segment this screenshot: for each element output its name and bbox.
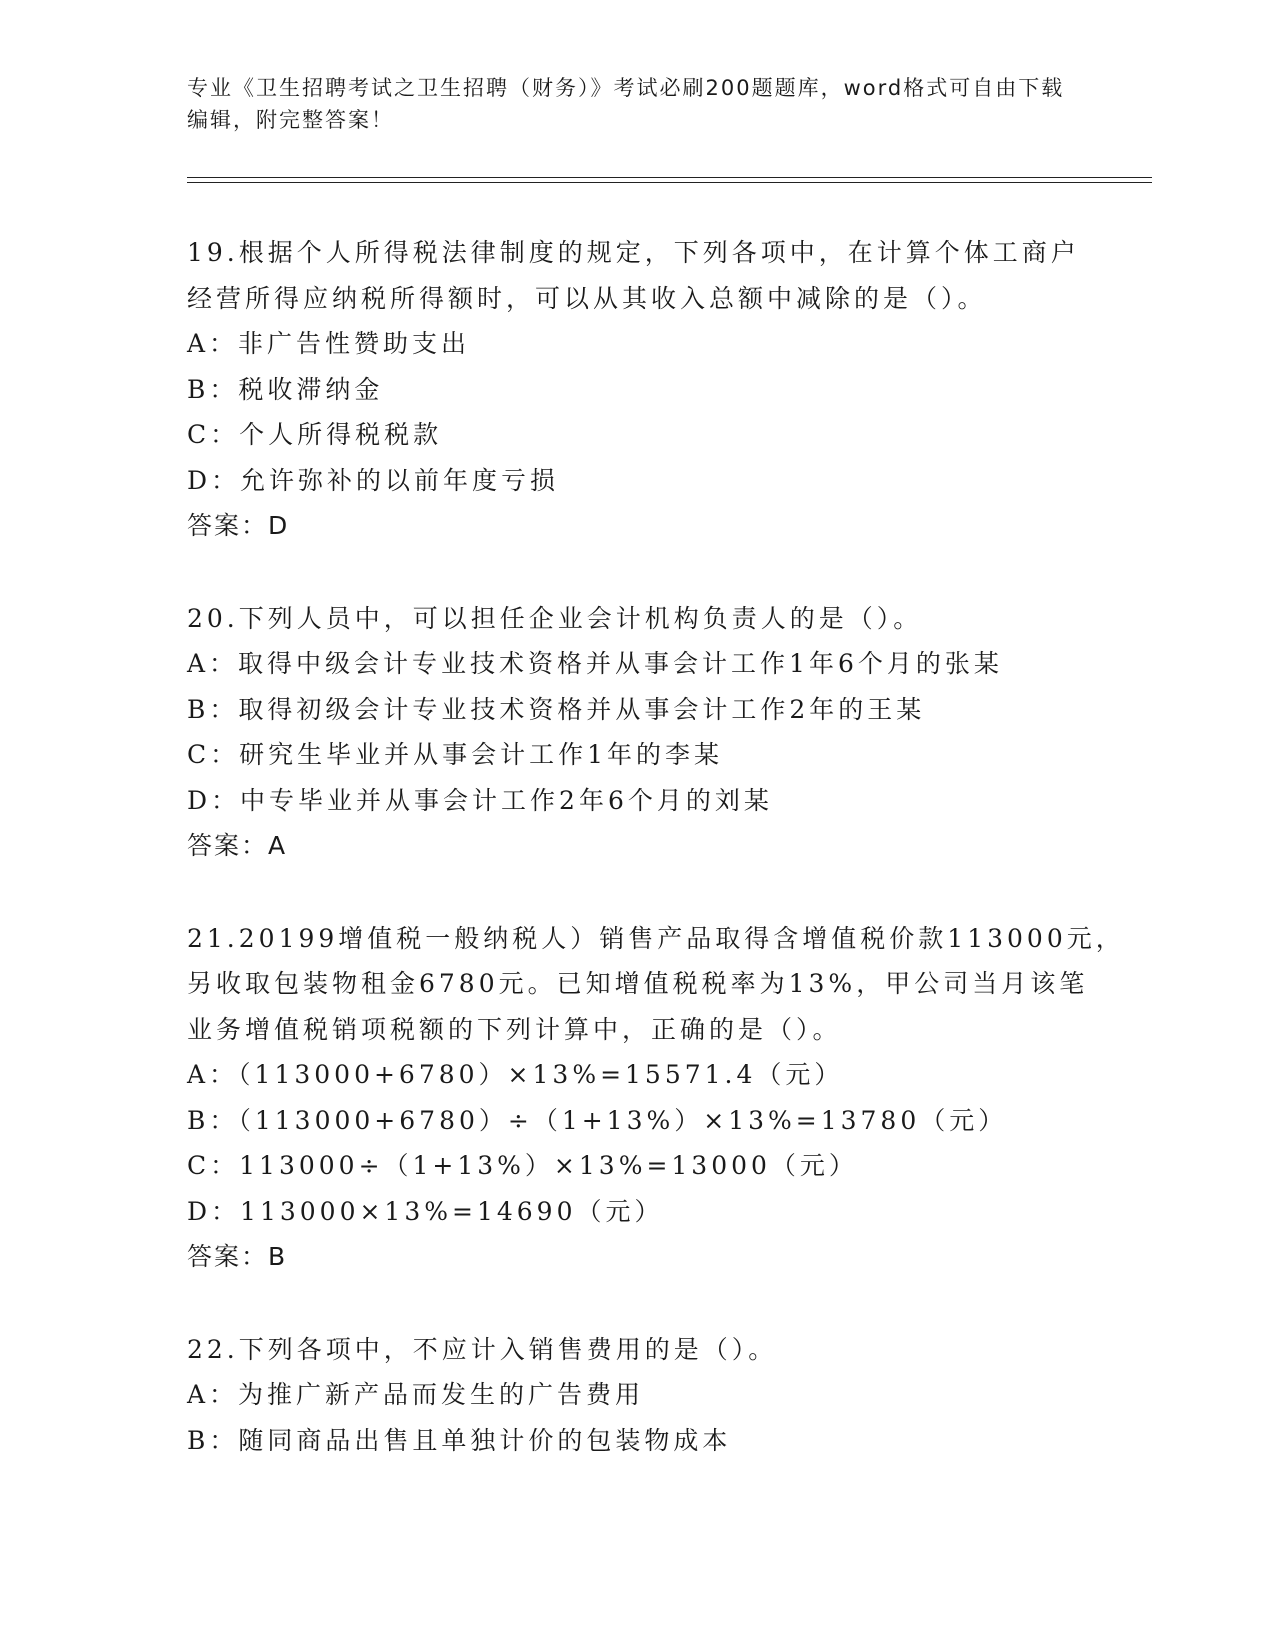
option-c: C：113000÷（1+13%）×13%=13000（元）: [187, 1151, 858, 1180]
question-stem-line: 20.下列人员中，可以担任企业会计机构负责人的是（）。: [187, 603, 923, 633]
question-stem-line: 业务增值税销项税额的下列计算中，正确的是（）。: [187, 1014, 842, 1044]
question-list: [187, 230, 1125, 1510]
question-21: [187, 916, 1125, 1280]
question-20: [187, 596, 1087, 869]
option-b: B：税收滞纳金: [187, 374, 384, 404]
question-19: [187, 230, 1087, 549]
document-header: [187, 72, 1067, 136]
option-a: A：（113000+6780）×13%=15571.4（元）: [187, 1060, 844, 1089]
header-text: 专业《卫生招聘考试之卫生招聘（财务）》考试必刷200题题库，word格式可自由下载编辑，附完整答案！: [187, 76, 1065, 132]
option-d: D：中专毕业并从事会计工作2年6个月的刘某: [187, 785, 773, 815]
option-d: D：113000×13%=14690（元）: [187, 1196, 664, 1226]
option-a: A：为推广新产品而发生的广告费用: [187, 1380, 645, 1409]
question-stem-line: 另收取包装物租金6780元。已知增值税税率为13%，甲公司当月该笔: [187, 969, 1089, 998]
question-22: [187, 1327, 1087, 1464]
answer-label: 答案：A: [187, 831, 288, 860]
question-stem-line: 22.下列各项中，不应计入销售费用的是（）。: [187, 1334, 778, 1364]
question-stem-line: 经营所得应纳税所得额时，可以从其收入总额中减除的是（）。: [187, 283, 987, 313]
option-d: D：允许弥补的以前年度亏损: [187, 465, 560, 495]
answer-label: 答案：D: [187, 511, 290, 540]
option-b: B：取得初级会计专业技术资格并从事会计工作2年的王某: [187, 694, 926, 724]
option-c: C：个人所得税税款: [187, 420, 443, 449]
question-stem-line: 21.20199增值税一般纳税人）销售产品取得含增值税价款113000元，: [187, 923, 1125, 953]
option-a: A：非广告性赞助支出: [187, 329, 471, 358]
option-b: B：随同商品出售且单独计价的包装物成本: [187, 1425, 732, 1455]
option-a: A：取得中级会计专业技术资格并从事会计工作1年6个月的张某: [187, 649, 1003, 678]
header-divider-top: [187, 177, 1152, 178]
answer-label: 答案：B: [187, 1242, 288, 1271]
option-b: B：（113000+6780）÷（1+13%）×13%=13780（元）: [187, 1105, 1008, 1135]
header-divider-bottom: [187, 182, 1152, 183]
question-stem-line: 19.根据个人所得税法律制度的规定，下列各项中，在计算个体工商户: [187, 238, 1080, 267]
option-c: C：研究生毕业并从事会计工作1年的李某: [187, 740, 724, 769]
